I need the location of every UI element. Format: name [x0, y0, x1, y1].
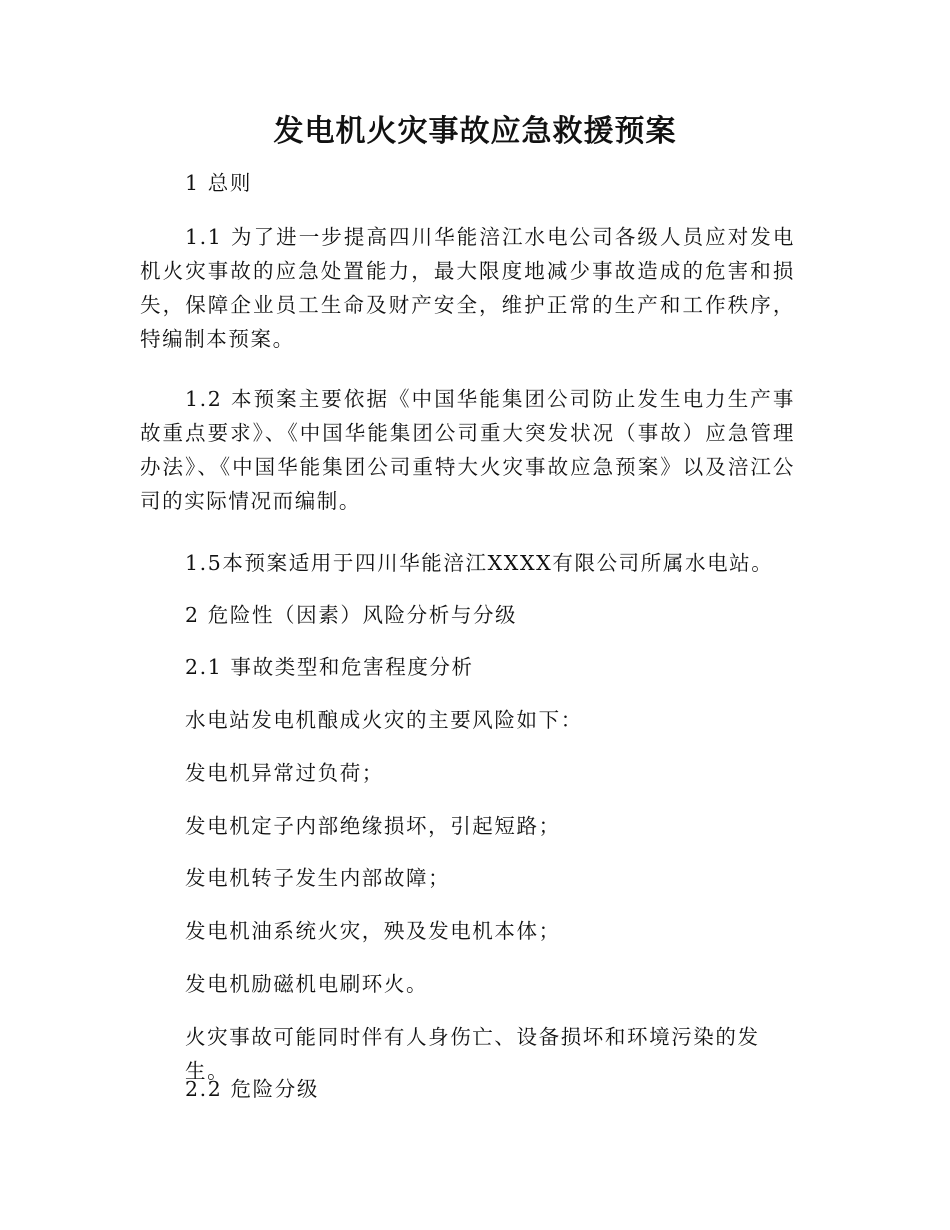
risk-item-5: 发电机励磁机电刷环火。	[185, 972, 429, 996]
paragraph-1-5: 1.5本预案适用于四川华能涪江XXXX有限公司所属水电站。	[185, 551, 774, 575]
risk-summary: 火灾事故可能同时伴有人身伤亡、设备损坏和环境污染的发生。	[185, 1025, 760, 1083]
risk-intro: 水电站发电机酿成火灾的主要风险如下：	[185, 708, 583, 732]
section-2-2-heading: 2.2 危险分级	[185, 1077, 319, 1101]
risk-item-2: 发电机定子内部绝缘损坏，引起短路；	[185, 814, 561, 838]
risk-item-4: 发电机油系统火灾，殃及发电机本体；	[185, 919, 561, 943]
paragraph-1-2: 1.2 本预案主要依据《中国华能集团公司防止发生电力生产事故重点要求》、《中国华能集团公司重大突发状况（事故）应急管理办法》、《中国华能集团公司重特大火灾事故应急预案》以及涪江公司的实际情况而编制。	[140, 387, 795, 513]
risk-item-1: 发电机异常过负荷；	[185, 761, 384, 785]
section-2-1-heading: 2.1 事故类型和危害程度分析	[185, 655, 474, 679]
section-1-heading: 1 总则	[185, 171, 252, 195]
document-title: 发电机火灾事故应急救援预案	[273, 114, 677, 149]
risk-item-3: 发电机转子发生内部故障；	[185, 866, 451, 890]
paragraph-1-1: 1.1 为了进一步提高四川华能涪江水电公司各级人员应对发电机火灾事故的应急处置能力，最大限度地减少事故造成的危害和损失，保障企业员工生命及财产安全，维护正常的生产和工作秩序，特编制本预案。	[140, 225, 795, 351]
section-2-heading: 2 危险性（因素）风险分析与分级	[185, 603, 518, 627]
